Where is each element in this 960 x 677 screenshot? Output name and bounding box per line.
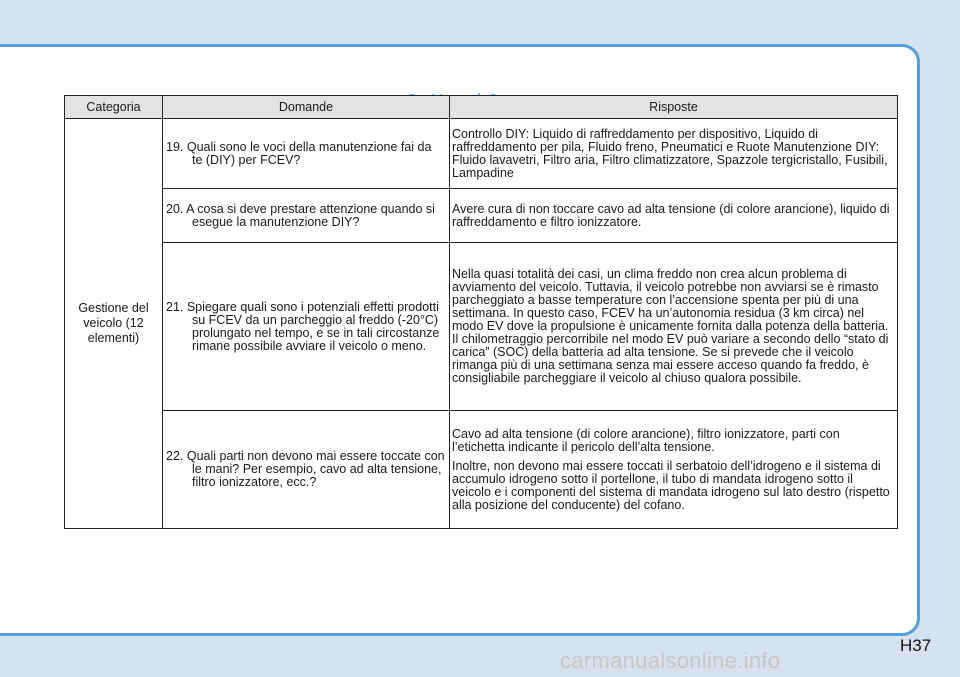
- question-text: 22. Quali parti non devono mai essere toccate con le mani? Per esempio, cavo ad alta tensione, filtro ionizzatore, ecc.?: [166, 449, 445, 489]
- answer-cell: [450, 189, 898, 243]
- category-label: Gestione del veicolo (12 elementi): [78, 301, 149, 345]
- answer-text: Avere cura di non toccare cavo ad alta tensione (di colore arancione), liquido di raffreddamento e filtro ionizzatore.: [452, 201, 890, 229]
- answer-text: Controllo DIY: Liquido di raffreddamento per dispositivo, Liquido di raffreddamento per pila, Fluido freno, Pneumatici e Ruote Manutenzione DIY: Fluido lavavetri, Filtro aria, Filtro climatizzatore, Spazzole tergicristallo, Fusibili, Lampadine: [452, 126, 888, 180]
- question-text: 21. Spiegare quali sono i potenziali effetti prodotti su FCEV da un parcheggio al freddo (-20°C) prolungato nel tempo, e se in tali circostanze rimane possibile avviare il veicolo o meno.: [166, 299, 440, 353]
- faq-table: [64, 95, 898, 529]
- header-domande: Domande: [163, 96, 450, 119]
- table-row: [65, 189, 898, 243]
- answer-cell: [450, 243, 898, 411]
- question-text: 20. A cosa si deve prestare attenzione quando si esegue la manutenzione DIY?: [166, 201, 435, 229]
- answer-cell: [450, 119, 898, 189]
- question-cell: [163, 189, 450, 243]
- page-number: H37: [900, 636, 932, 655]
- answer-cell: [450, 411, 898, 529]
- question-cell: [163, 243, 450, 411]
- question-text: 19. Quali sono le voci della manutenzione fai da te (DIY) per FCEV?: [166, 139, 432, 167]
- table-row: [65, 119, 898, 189]
- answer-text: Cavo ad alta tensione (di colore arancione), filtro ionizzatore, parti con l’etichetta indicante il pericolo dell’alta tensione.: [452, 426, 840, 454]
- question-cell: [163, 119, 450, 189]
- watermark-bottom[interactable]: carmanualsonline.info: [560, 648, 781, 673]
- table-row: [65, 411, 898, 529]
- header-risposte: Risposte: [450, 96, 898, 119]
- question-cell: [163, 411, 450, 529]
- answer-text-2: Inoltre, non devono mai essere toccati il serbatoio dell’idrogeno e il sistema di accumulo idrogeno sotto il portellone, il tubo di mandata idrogeno sotto il veicolo e i componenti del sistema di mandata idrogeno sul lato destro (rispetto alla posizione del conducente) del cofano.: [452, 458, 890, 512]
- category-cell: [65, 119, 163, 529]
- header-categoria: Categoria: [65, 96, 163, 119]
- table-row: [65, 243, 898, 411]
- answer-text: Nella quasi totalità dei casi, un clima freddo non crea alcun problema di avviamento del veicolo. Tuttavia, il veicolo potrebbe non avviarsi se è rimasto parcheggiato a basse temperature con l’accensione spenta per più di una settimana. In questo caso, FCEV ha un’autonomia residua (3 km circa) nel modo EV dove la propulsione è unicamente fornita dalla potenza della batteria. Il chilometraggio percorribile nel modo EV può variare a secondo dello “stato di carica” (SOC) della batteria ad alta tensione. Se si prevede che il veicolo rimanga più di una settimana senza mai essere acceso quando fa freddo, è consigliabile parcheggiare il veicolo al chiuso qualora possibile.: [452, 267, 889, 385]
- table-header-row: [65, 96, 898, 119]
